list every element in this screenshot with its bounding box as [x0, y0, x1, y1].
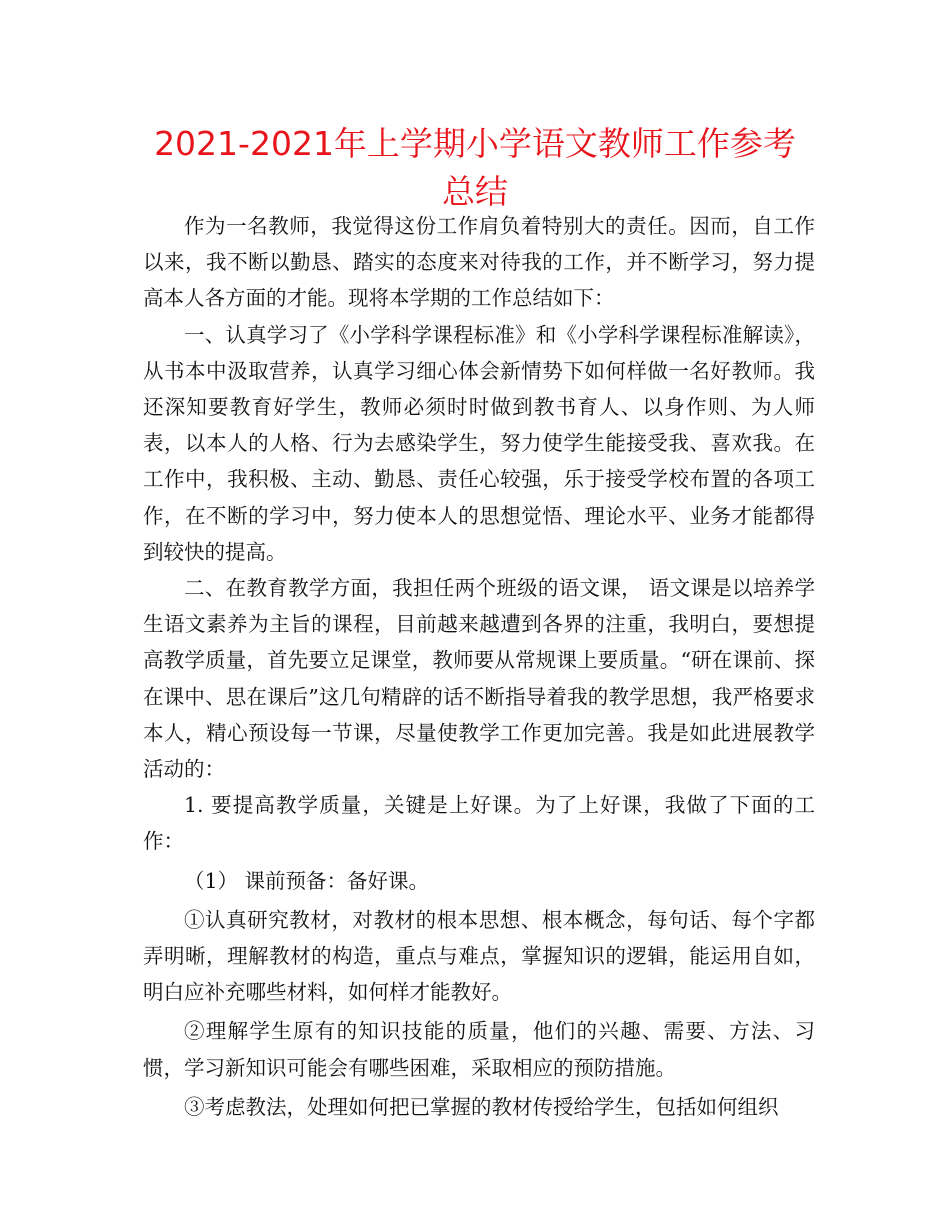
document-title: 2021-2021年上学期小学语文教师工作参考总结 [154, 124, 796, 211]
paragraph-item-one: 1. 要提高教学质量，关键是上好课。为了上好课，我做了下面的工作： [143, 793, 815, 854]
paragraph-section-one: 一、认真学习了《小学科学课程标准》和《小学科学课程标准解读》，从书本中汲取营养，认真学习细心体会新情势下如何样做一名好教师。我还深知要教育好学生，教师必须时时做到教书育人、以身作则、为人师表，以本人的人格、行为去感染学生，努力使学生能接受我、喜欢我。在工作中，我积极、主动、勤恳、责任心较强，乐于接受学校布置的各项工作，在不断的学习中，努力使本人的思想觉悟、理论水平、业务才能都得到较快的提高。 [143, 322, 815, 564]
document-body [143, 208, 815, 1125]
paragraph-point-three: ③考虑教法，处理如何把已掌握的教材传授给学生，包括如何组织 [184, 1094, 779, 1119]
paragraph-section-two: 二、在教育教学方面，我担任两个班级的语文课， 语文课是以培养学生语文素养为主旨的课程，目前越来越遭到各界的注重，我明白，要想提高教学质量，首先要立足课堂，教师要从常规课上要质量。“研在课前、探在课中、思在课后”这几句精辟的话不断指导着我的教学思想，我严格要求本人，精心预设每一节课，尽量使教学工作更加完善。我是如此进展教学活动的： [143, 576, 815, 782]
paragraph-subitem-prep: （1） 课前预备：备好课。 [184, 868, 430, 893]
paragraph-intro: 作为一名教师，我觉得这份工作肩负着特别大的责任。因而，自工作以来，我不断以勤恳、踏实的态度来对待我的工作，并不断学习，努力提高本人各方面的才能。现将本学期的工作总结如下： [143, 214, 815, 311]
paragraph-point-two: ②理解学生原有的知识技能的质量，他们的兴趣、需要、方法、习惯，学习新知识可能会有哪些困难，采取相应的预防措施。 [143, 1019, 815, 1080]
paragraph-point-one: ①认真研究教材，对教材的根本思想、根本概念，每句话、每个字都弄明晰，理解教材的构造，重点与难点，掌握知识的逻辑，能运用自如，明白应补充哪些材料，如何样才能教好。 [143, 907, 815, 1005]
